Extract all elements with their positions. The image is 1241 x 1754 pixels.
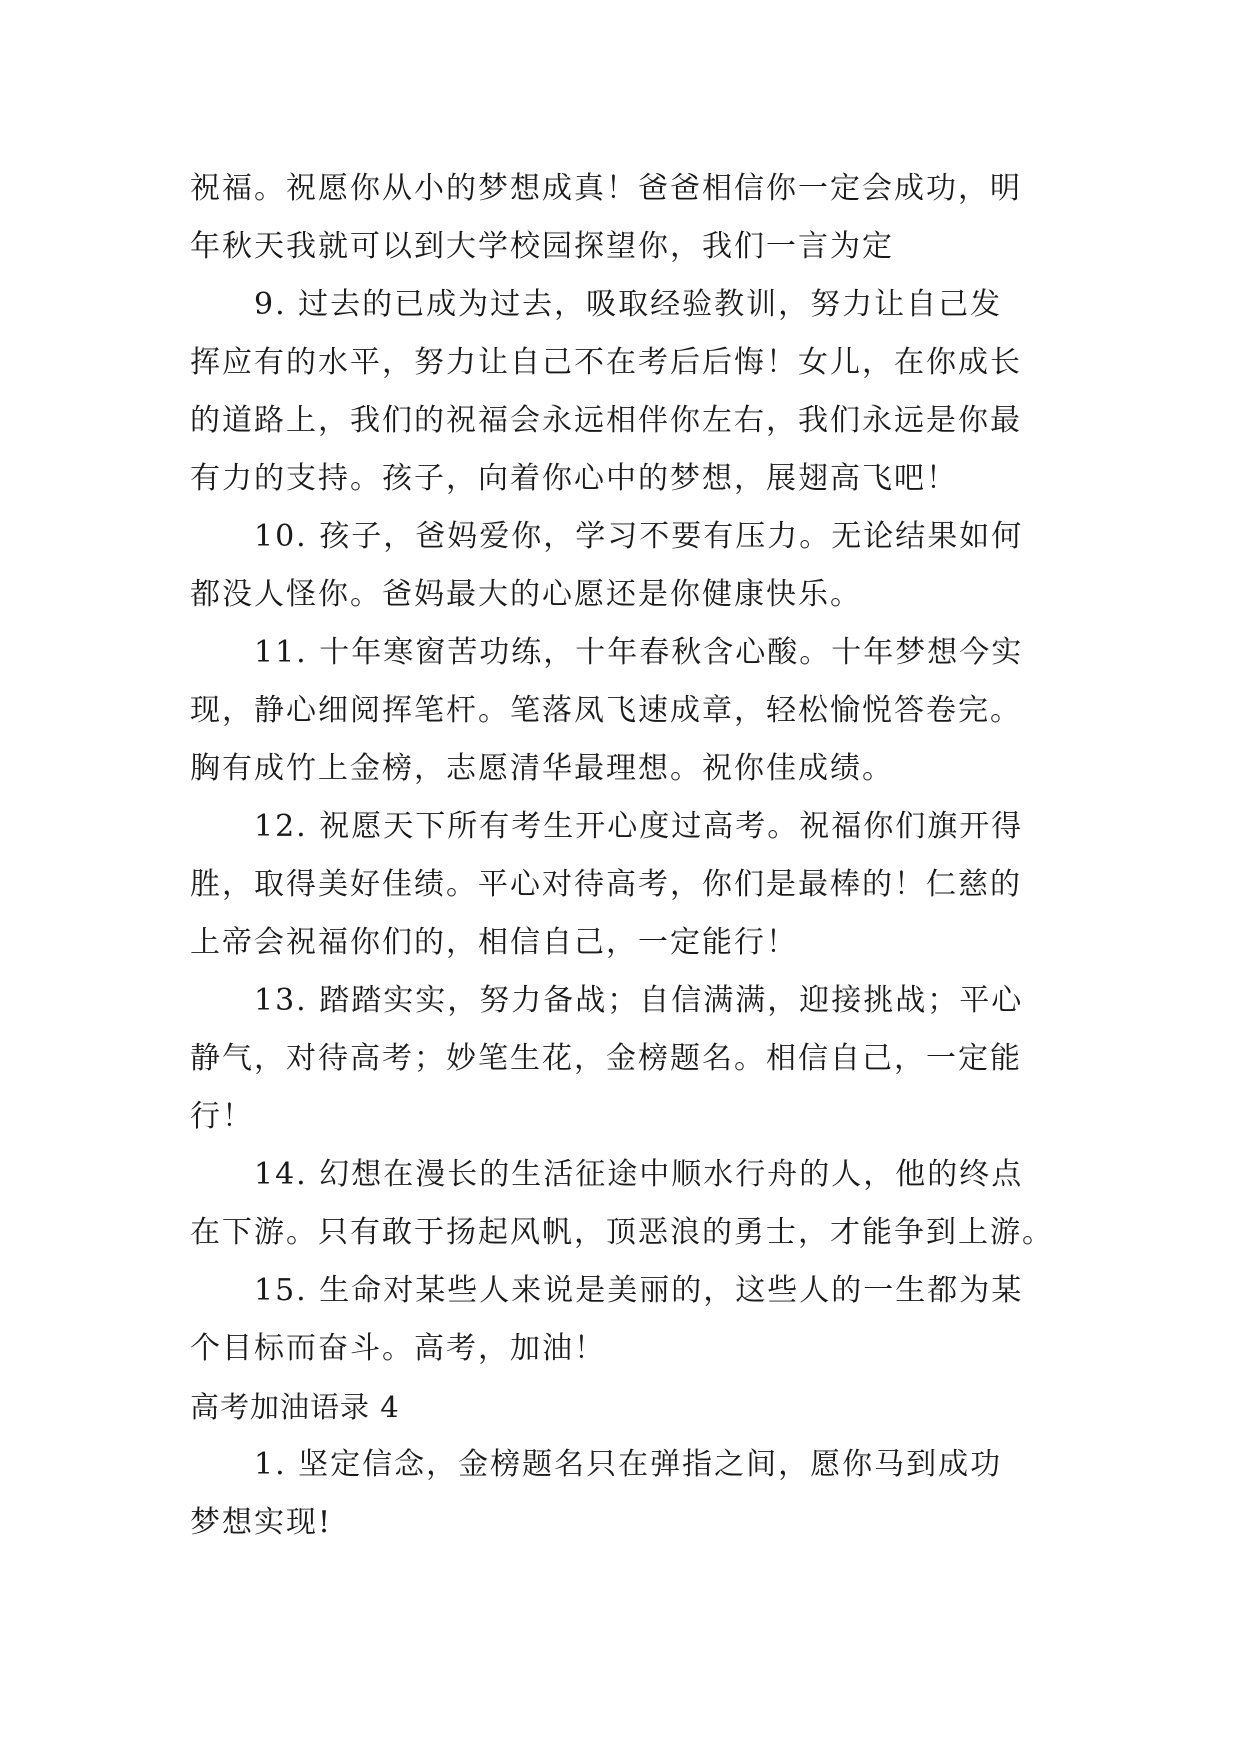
paragraph-start-15: 15. 生命对某些人来说是美丽的，这些人的一生都为某	[254, 1273, 1024, 1308]
text-line: 在下游。只有敢于扬起风帆，顶恶浪的勇士，才能争到上游。	[190, 1215, 1054, 1250]
paragraph-start-1: 1. 坚定信念，金榜题名只在弹指之间，愿你马到成功	[254, 1447, 1003, 1482]
text-line: 行！	[190, 1099, 254, 1134]
paragraph-start-9: 9. 过去的已成为过去，吸取经验教训，努力让自己发	[254, 287, 1003, 322]
text-line: 都没人怪你。爸妈最大的心愿还是你健康快乐。	[190, 577, 862, 612]
paragraph-start-10: 10. 孩子，爸妈爱你，学习不要有压力。无论结果如何	[254, 519, 1024, 554]
text-line: 个目标而奋斗。高考，加油！	[190, 1331, 606, 1366]
text-line: 梦想实现!	[190, 1505, 333, 1540]
text-line: 的道路上，我们的祝福会永远相伴你左右，我们永远是你最	[190, 403, 1022, 438]
text-line: 胸有成竹上金榜，志愿清华最理想。祝你佳成绩。	[190, 751, 894, 786]
paragraph-start-13: 13. 踏踏实实，努力备战；自信满满，迎接挑战；平心	[254, 983, 1024, 1018]
text-line: 胜，取得美好佳绩。平心对待高考，你们是最棒的！仁慈的	[190, 867, 1022, 902]
paragraph-start-14: 14. 幻想在漫长的生活征途中顺水行舟的人，他的终点	[254, 1157, 1024, 1192]
text-line: 上帝会祝福你们的，相信自己，一定能行！	[190, 925, 798, 960]
document-body	[190, 160, 1090, 1552]
text-line: 挥应有的水平，努力让自己不在考后后悔！女儿，在你成长	[190, 345, 1022, 380]
section-heading: 高考加油语录 4	[190, 1390, 400, 1424]
text-line: 有力的支持。孩子，向着你心中的梦想，展翅高飞吧！	[190, 461, 958, 496]
paragraph-start-11: 11. 十年寒窗苦功练，十年春秋含心酸。十年梦想今实	[254, 635, 1024, 670]
paragraph-start-12: 12. 祝愿天下所有考生开心度过高考。祝福你们旗开得	[254, 809, 1024, 844]
text-line: 静气，对待高考；妙笔生花，金榜题名。相信自己，一定能	[190, 1041, 1022, 1076]
text-line: 现，静心细阅挥笔杆。笔落凤飞速成章，轻松愉悦答卷完。	[190, 693, 1022, 728]
text-line: 祝福。祝愿你从小的梦想成真！爸爸相信你一定会成功，明	[190, 171, 1022, 206]
text-line: 年秋天我就可以到大学校园探望你，我们一言为定	[190, 229, 894, 264]
